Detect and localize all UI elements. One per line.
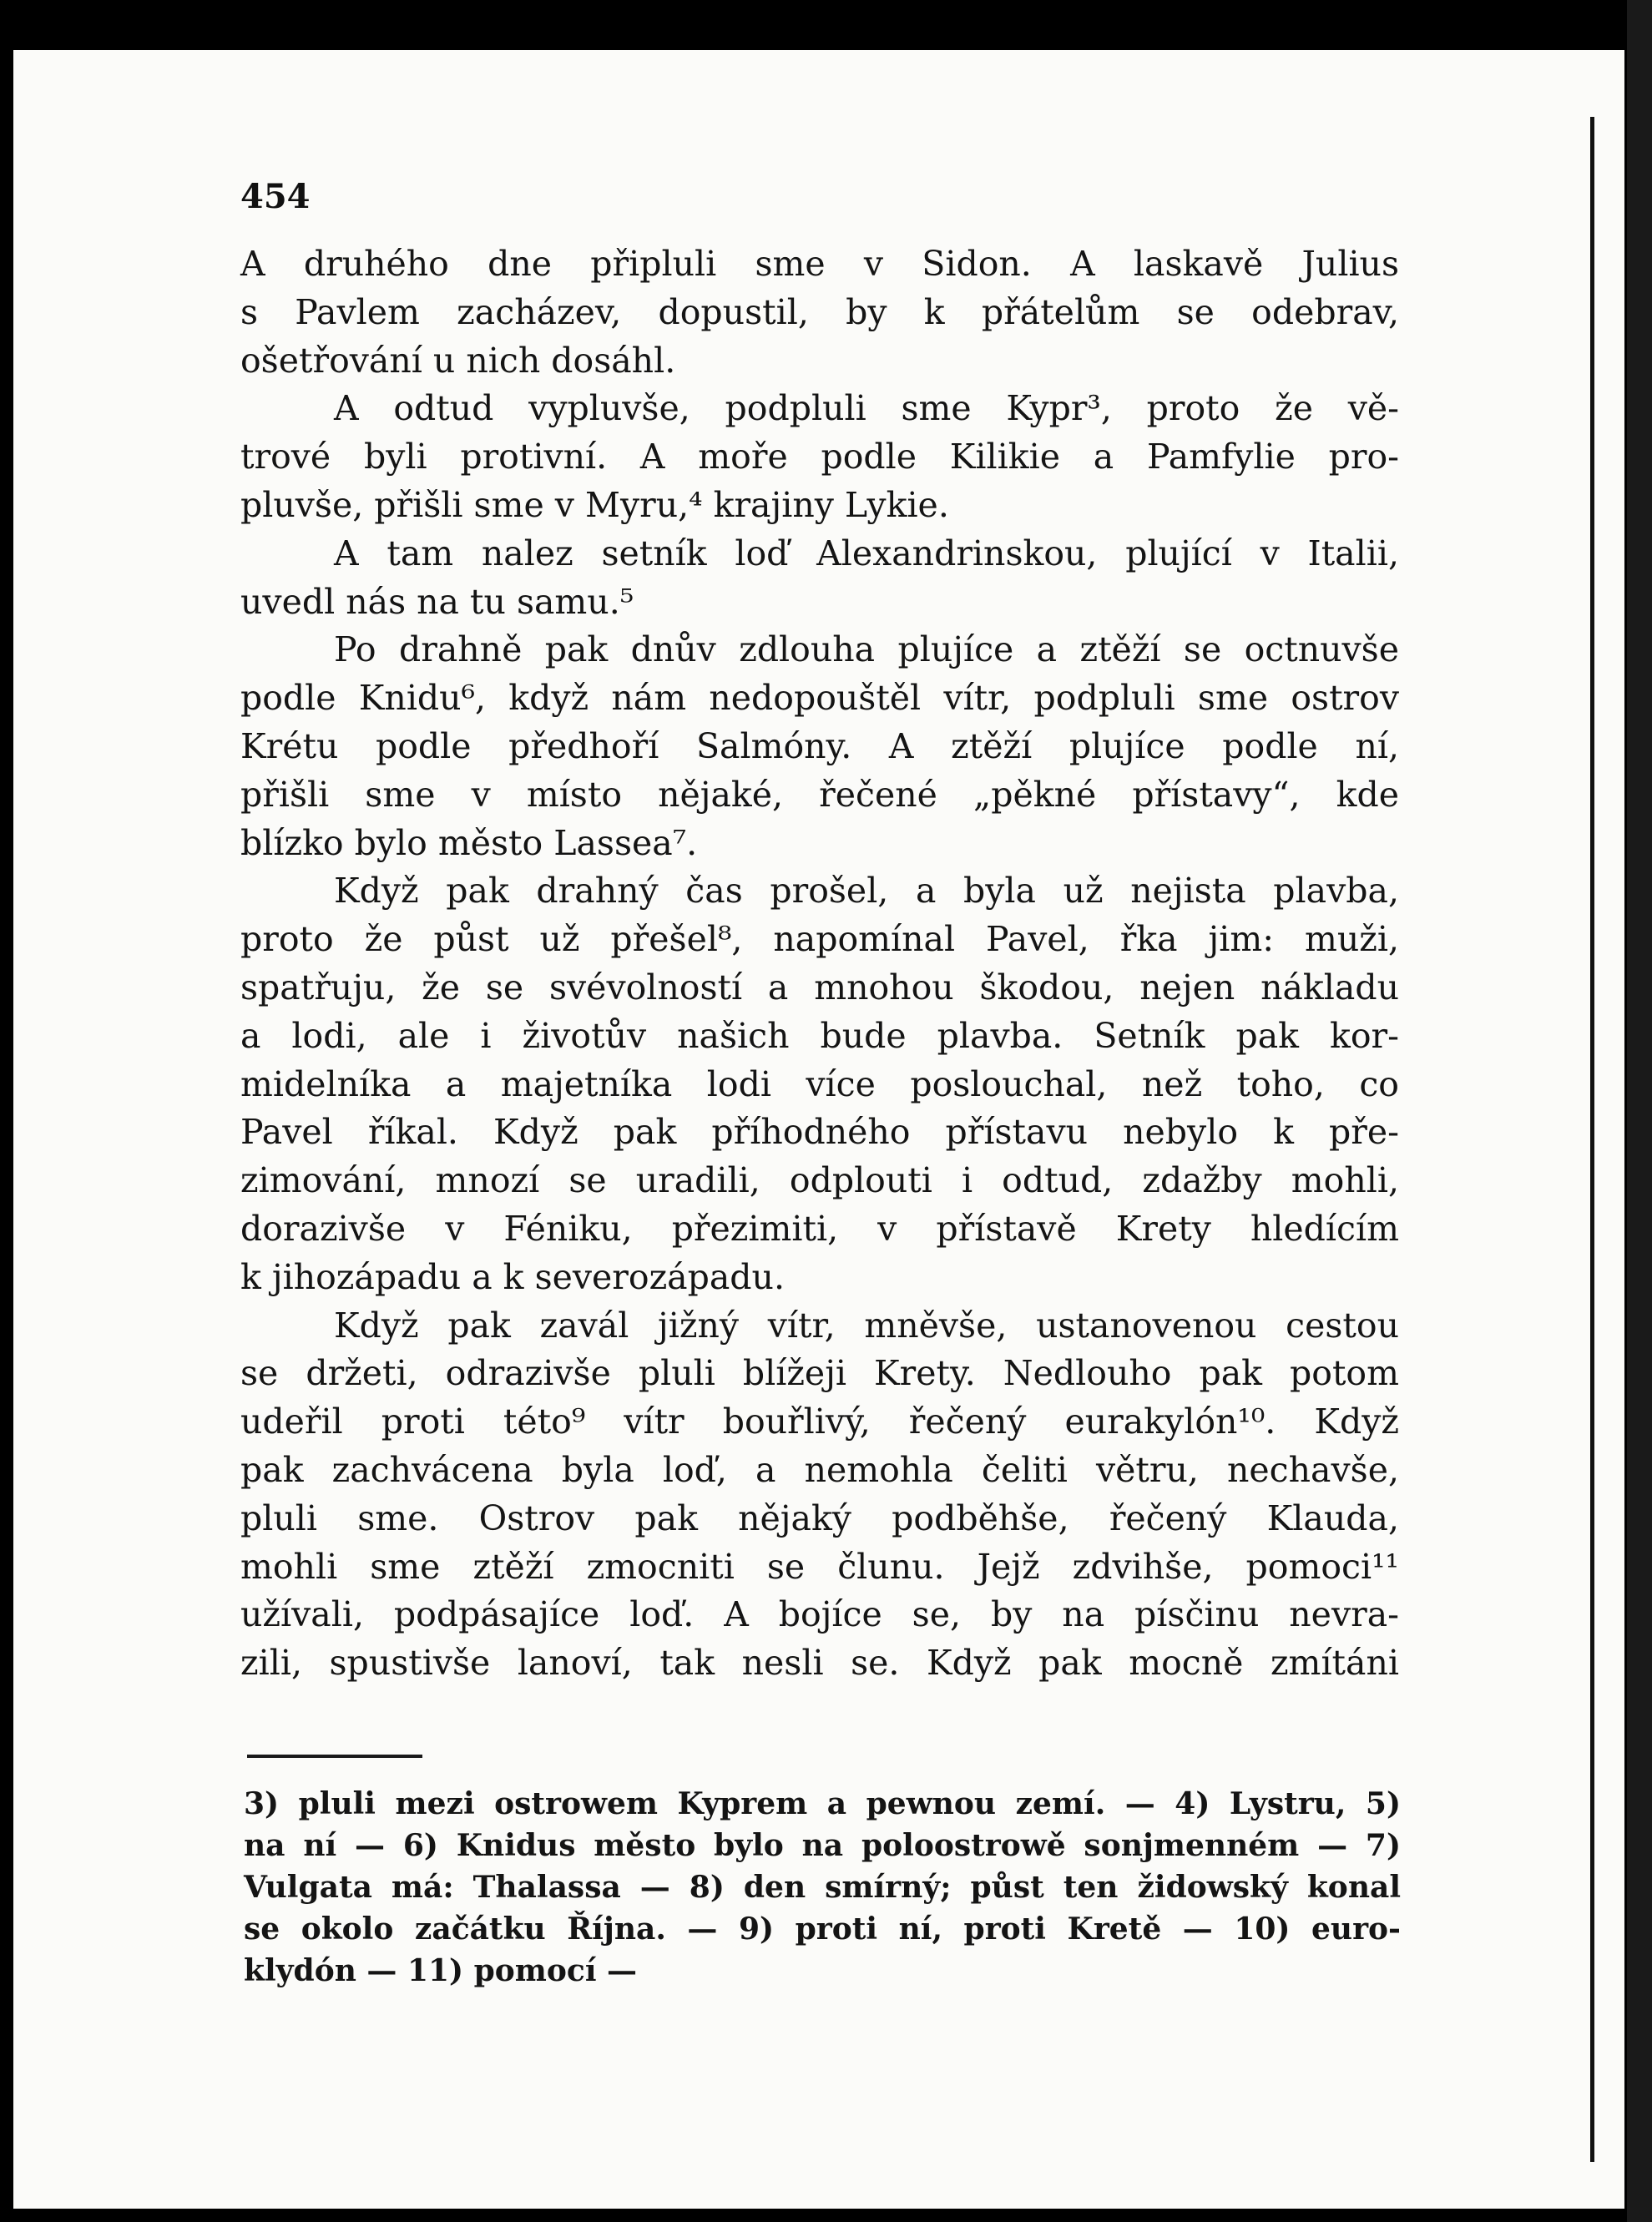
page-number: 454 bbox=[240, 177, 311, 216]
page-edge-shadow bbox=[1590, 117, 1594, 2162]
text-line: a lodi, ale i životův našich bude plavba. Setník pak kor- bbox=[240, 1015, 1399, 1056]
text-line: podle Knidu⁶, když nám nedopouštěl vítr, podpluli sme ostrov bbox=[240, 678, 1399, 719]
text-line: s Pavlem zacházev, dopustil, by k přátelům se odebrav, bbox=[240, 291, 1399, 332]
text-line: pak zachvácena byla loď, a nemohla čeliti větru, nechavše, bbox=[240, 1449, 1399, 1490]
footnote-line: na ní — 6) Knidus město bylo na poloostrowě sonjmenném — 7) bbox=[244, 1828, 1401, 1863]
text-line: mohli sme ztěží zmocniti se člunu. Jejž zdvihše, pomoci¹¹ bbox=[240, 1546, 1399, 1587]
text-line: k jihozápadu a k severozápadu. bbox=[240, 1256, 785, 1297]
text-line: Když pak drahný čas prošel, a byla už nejista plavba, bbox=[334, 871, 1399, 912]
text-line: zili, spustivše lanoví, tak nesli se. Když pak mocně zmítáni bbox=[240, 1643, 1399, 1684]
text-line: uvedl nás na tu samu.⁵ bbox=[240, 581, 634, 622]
text-line: A druhého dne připluli sme v Sidon. A laskavě Julius bbox=[240, 244, 1399, 284]
footnote-divider bbox=[247, 1755, 422, 1758]
footnotes bbox=[244, 1783, 1401, 1992]
footnote-line: 3) pluli mezi ostrowem Kyprem a pewnou zemí. — 4) Lystru, 5) bbox=[244, 1786, 1401, 1821]
scan-border bbox=[1627, 0, 1652, 2222]
footnote-line: klydón — 11) pomocí — bbox=[244, 1953, 638, 1988]
body-text bbox=[240, 240, 1399, 1688]
text-line: trové byli protivní. A moře podle Kilikie a Pamfylie pro- bbox=[240, 437, 1399, 477]
text-line: proto že půst už přešel⁸, napomínal Pavel, řka jim: muži, bbox=[240, 919, 1399, 960]
text-line: A odtud vypluvše, podpluli sme Kypr³, proto že vě- bbox=[334, 388, 1399, 429]
text-line: blízko bylo město Lassea⁷. bbox=[240, 822, 698, 863]
text-line: udeřil proti této⁹ vítr bouřlivý, řečený eurakylón¹⁰. Když bbox=[240, 1401, 1399, 1442]
text-line: přišli sme v místo nějaké, řečené „pěkné přístavy“, kde bbox=[240, 774, 1399, 815]
footnote-line: Vulgata má: Thalassa — 8) den smírný; půst ten židowský konal bbox=[244, 1870, 1401, 1905]
footnote-line: se okolo začátku Října. — 9) proti ní, proti Kretě — 10) euro- bbox=[244, 1911, 1401, 1947]
text-line: Když pak zavál jižný vítr, mněvše, ustanovenou cestou bbox=[334, 1305, 1399, 1346]
text-line: dorazivše v Féniku, přezimiti, v přístavě Krety hledícím bbox=[240, 1208, 1399, 1249]
text-line: A tam nalez setník loď Alexandrinskou, plující v Italii, bbox=[334, 533, 1399, 573]
text-line: pluvše, přišli sme v Myru,⁴ krajiny Lykie. bbox=[240, 484, 949, 525]
text-line: spatřuju, že se svévolností a mnohou škodou, nejen nákladu bbox=[240, 967, 1399, 1007]
text-line: Krétu podle předhoří Salmóny. A ztěží plujíce podle ní, bbox=[240, 725, 1399, 766]
text-line: Pavel říkal. Když pak příhodného přístavu nebylo k pře- bbox=[240, 1112, 1399, 1153]
text-line: se držeti, odrazivše pluli blížeji Krety. Nedlouho pak potom bbox=[240, 1353, 1399, 1394]
text-line: užívali, podpásajíce loď. A bojíce se, by na písčinu nevra- bbox=[240, 1594, 1399, 1635]
text-line: pluli sme. Ostrov pak nějaký podběhše, řečený Klauda, bbox=[240, 1497, 1399, 1538]
text-line: zimování, mnozí se uradili, odplouti i odtud, zdažby mohli, bbox=[240, 1160, 1399, 1201]
text-line: midelníka a majetníka lodi více poslouchal, než toho, co bbox=[240, 1063, 1399, 1104]
text-line: ošetřování u nich dosáhl. bbox=[240, 340, 676, 381]
text-line: Po drahně pak dnův zdlouha plujíce a ztěží se octnuvše bbox=[334, 629, 1399, 670]
